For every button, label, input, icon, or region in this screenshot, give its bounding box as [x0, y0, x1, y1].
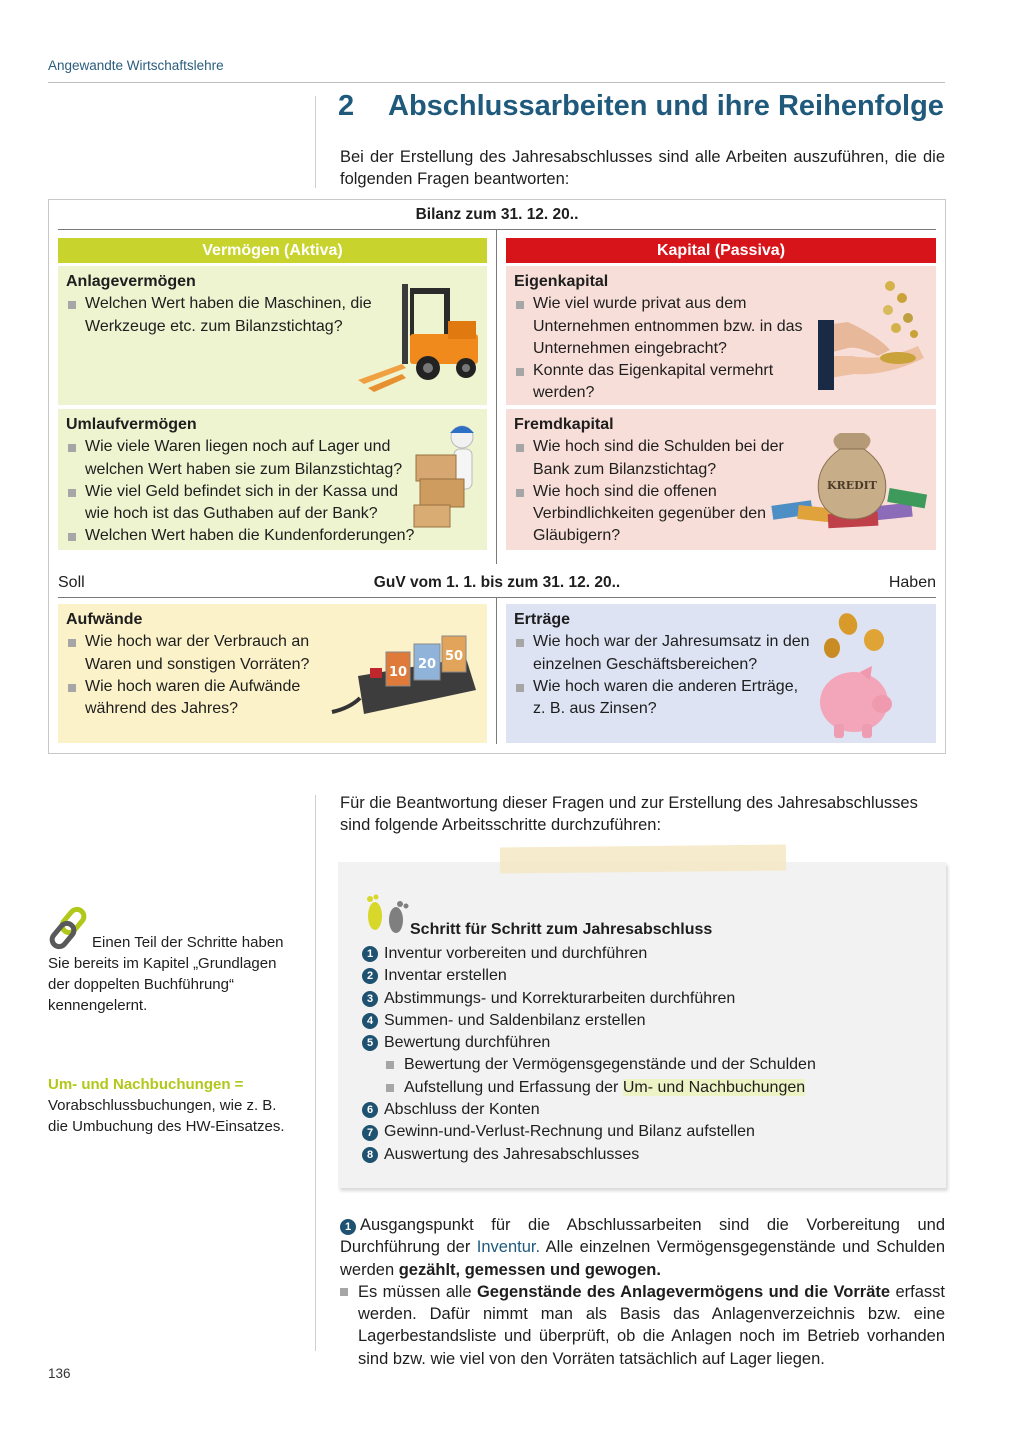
body-span: Alle einzelnen Vermögensgegenstände und Schulden werden [340, 1238, 945, 1279]
step-item [362, 1099, 816, 1121]
body-span: Ausgangspunkt für die Abschlussarbeiten sind die Vorbereitung und Durchführung der [340, 1216, 945, 1257]
definition-text: Vorabschlussbuchungen, wie z. B. die Umbuchung des HW-Einsatzes. [48, 1097, 285, 1135]
anlagevermoegen-heading: Anlagevermögen [66, 273, 196, 290]
bilanz-title: Bilanz zum 31. 12. 20.. [415, 206, 579, 223]
question-item: Wie viel wurde privat aus dem Unternehmen entnommen bzw. in das Unternehmen eingebracht? [514, 293, 814, 360]
question-item: Welchen Wert haben die Maschinen, die Werkzeuge etc. zum Bilanzstichtag? [66, 293, 396, 338]
question-item: Wie hoch war der Jahresumsatz in den einzelnen Geschäftsbereichen? [514, 631, 814, 676]
step-number: 3 [362, 991, 378, 1007]
bilanz-rule [58, 229, 936, 230]
step-subitem [362, 1054, 816, 1076]
definition-note [48, 1074, 298, 1137]
kredit-label: KREDIT [827, 479, 877, 492]
bilanz-guv-box [48, 199, 946, 754]
intro-text: Bei der Erstellung des Jahresabschlusses sind alle Arbeiten auszuführen, die die folgenden Fragen beantworten: [340, 148, 945, 188]
chapter-number: 2 [338, 90, 355, 122]
step-item [362, 1010, 816, 1032]
note-10: 10 [388, 665, 408, 680]
guv-rule [58, 597, 936, 598]
step-text: Summen- und Saldenbilanz erstellen [384, 1011, 646, 1029]
body-bullet [340, 1281, 945, 1370]
aufwaende-panel [58, 604, 487, 743]
haben-label: Haben [888, 574, 936, 591]
chapter-title: Abschlussarbeiten und ihre Reihenfolge [388, 90, 944, 122]
steps-list [362, 943, 816, 1166]
body-span: erfasst werden. Dafür nimmt man als Basis das Anlagenverzeichnis bzw. eine Lagerbestandsliste und überprüft, ob die Anlagen noch im Betrieb vorhanden sind bzw. wie viel von den Vorräten tatsächlich auf Lager liegen. [358, 1282, 945, 1368]
aufwaende-heading: Aufwände [66, 611, 143, 628]
question-item: Wie hoch war der Verbrauch an Waren und sonstigen Vorräten? [66, 631, 336, 676]
fremdkapital-panel [506, 409, 936, 550]
footprints-icon [362, 892, 410, 936]
steps-intro: Für die Beantwortung dieser Fragen und zur Erstellung des Jahresabschlusses sind folgende Arbeitsschritte durchzuführen: [340, 794, 918, 834]
soll-label: Soll [58, 574, 85, 591]
umlaufvermoegen-heading: Umlaufvermögen [66, 416, 197, 433]
eigenkapital-panel [506, 266, 936, 405]
definition-term: Um- und Nachbuchungen = [48, 1076, 244, 1093]
page-number: 136 [48, 1366, 71, 1381]
hands-coins-icon [818, 276, 930, 398]
passiva-header: Kapital (Passiva) [506, 238, 936, 263]
power-strip-money-icon [330, 632, 480, 722]
step-subitem [362, 1077, 816, 1099]
anlagevermoegen-panel [58, 266, 487, 405]
question-item: Wie hoch waren die anderen Erträge, z. B. aus Zinsen? [514, 676, 814, 721]
body-text [340, 1214, 945, 1370]
side-note-text: Einen Teil der Schritte haben Sie bereits im Kapitel „Grundlagen der doppelten Buchführung“ kennengelernt. [48, 934, 284, 1014]
step-text: Gewinn-und-Verlust-Rechnung und Bilanz aufstellen [384, 1123, 755, 1141]
question-item: Wie hoch sind die Schulden bei der Bank zum Bilanzstichtag? [514, 436, 789, 481]
question-item: Wie viel Geld befindet sich in der Kassa und wie hoch ist das Guthaben auf der Bank? [66, 481, 416, 526]
note-50: 50 [444, 649, 464, 664]
step-number: 6 [362, 1102, 378, 1118]
step-number: 5 [362, 1035, 378, 1051]
step-text: Inventar erstellen [384, 967, 507, 985]
question-item: Wie viele Waren liegen noch auf Lager und welchen Wert haben sie zum Bilanzstichtag? [66, 436, 416, 481]
step-text: Auswertung des Jahresabschlusses [384, 1145, 640, 1163]
boxes-worker-icon [410, 421, 490, 529]
body-bold: Gegenstände des Anlagevermögens und die Vorräte [476, 1282, 891, 1301]
bullet-square [340, 1288, 348, 1296]
piggy-bank-icon [814, 606, 894, 740]
forklift-icon [358, 276, 482, 396]
guv-title: GuV vom 1. 1. bis zum 31. 12. 20.. [373, 574, 621, 591]
step-number: 1 [362, 946, 378, 962]
step-item [362, 1032, 816, 1054]
step-item [362, 1121, 816, 1143]
fremdkapital-heading: Fremdkapital [514, 416, 614, 433]
highlighted-term: Um- und Nachbuchungen [622, 1078, 806, 1096]
step-text: Abstimmungs- und Korrekturarbeiten durchführen [384, 989, 736, 1007]
question-item: Konnte das Eigenkapital vermehrt werden? [514, 360, 814, 405]
ertraege-panel [506, 604, 936, 743]
paragraph-number: 1 [340, 1219, 356, 1235]
step-text: Inventur vorbereiten und durchführen [384, 945, 648, 962]
step-item [362, 965, 816, 987]
question-item: Wie hoch waren die Aufwände während des Jahres? [66, 676, 336, 721]
note-20: 20 [417, 657, 437, 672]
steps-title: Schritt für Schritt zum Jahresabschluss [410, 921, 713, 938]
step-text: Abschluss der Konten [384, 1101, 540, 1119]
header-rule [48, 82, 945, 83]
guv-divider [496, 597, 497, 744]
bilanz-divider [496, 229, 497, 564]
step-number: 7 [362, 1125, 378, 1141]
body-span: Es müssen alle [358, 1282, 477, 1301]
tape-decoration [500, 845, 786, 874]
step-number: 2 [362, 968, 378, 984]
step-number: 8 [362, 1147, 378, 1163]
body-bold: gezählt, gemessen und gewogen. [398, 1260, 661, 1279]
step-subitem-text: Aufstellung und Erfassung der [404, 1078, 623, 1096]
running-title: Angewandte Wirtschaftslehre [48, 58, 224, 73]
side-note [48, 932, 298, 1016]
step-subitem-text: Bewertung der Vermögensgegenstände und der Schulden [404, 1056, 816, 1074]
question-item: Wie hoch sind die offenen Verbindlichkeiten gegenüber den Gläubigern? [514, 481, 789, 548]
aktiva-header: Vermögen (Aktiva) [58, 238, 487, 263]
step-item [362, 943, 816, 965]
step-number: 4 [362, 1013, 378, 1029]
column-divider [315, 795, 316, 1351]
step-text: Bewertung durchführen [384, 1034, 551, 1052]
column-divider [315, 96, 316, 188]
inventur-term: Inventur. [476, 1238, 541, 1257]
step-item [362, 988, 816, 1010]
umlaufvermoegen-panel [58, 409, 487, 550]
eigenkapital-heading: Eigenkapital [514, 273, 609, 290]
money-bag-icon [768, 429, 930, 531]
question-item: Welchen Wert haben die Kundenforderungen? [66, 525, 416, 547]
chapter-heading [338, 90, 944, 123]
ertraege-heading: Erträge [514, 611, 571, 628]
step-item [362, 1144, 816, 1166]
